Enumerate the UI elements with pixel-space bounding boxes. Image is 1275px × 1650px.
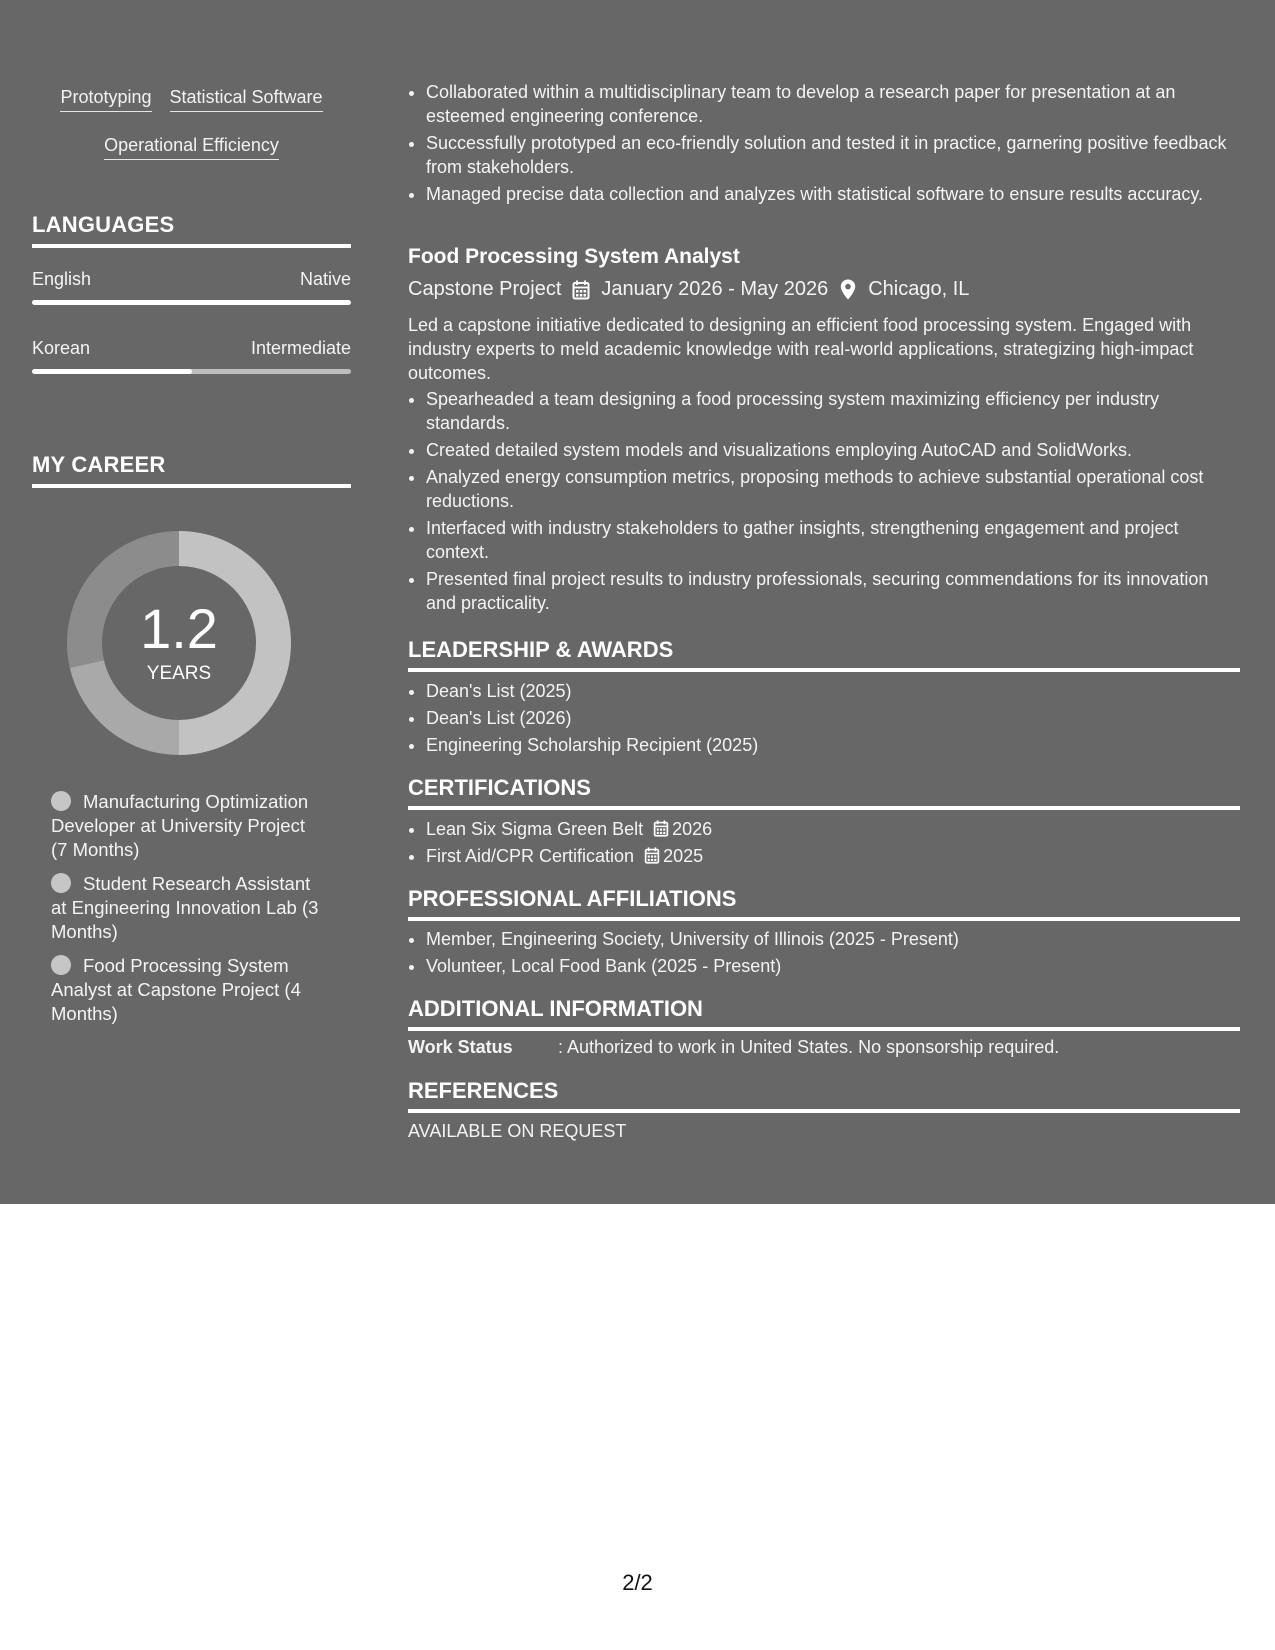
job-location: Chicago, IL xyxy=(868,278,970,300)
work-status-label: Work Status xyxy=(408,1037,513,1057)
list-item: • Managed precise data collection and analyzes with statistical software to ensure results accuracy. xyxy=(426,182,1240,206)
list-item: • First Aid/CPR Certification 2025 xyxy=(426,844,1240,868)
list-item: • Dean's List (2025) xyxy=(426,679,1240,703)
calendar-icon xyxy=(653,820,669,837)
job-company: Capstone Project xyxy=(408,278,562,300)
job-title: Food Processing System Analyst xyxy=(408,245,740,268)
career-years-unit: YEARS xyxy=(146,663,212,684)
leadership-list xyxy=(408,679,1240,760)
career-item: Manufacturing Optimization Developer at University Project (7 Months) xyxy=(51,791,309,860)
references-heading: REFERENCES xyxy=(408,1078,1240,1113)
career-donut-chart xyxy=(67,531,291,755)
skill-tag: Statistical Software xyxy=(170,86,323,112)
additional-info-heading: ADDITIONAL INFORMATION xyxy=(408,996,1240,1031)
page-number: 2/2 xyxy=(622,1570,653,1595)
work-status-value: : Authorized to work in United States. No sponsorship required. xyxy=(558,1037,1060,1057)
certifications-list xyxy=(408,817,1240,871)
affiliations-heading: PROFESSIONAL AFFILIATIONS xyxy=(408,886,1240,921)
list-item: • Volunteer, Local Food Bank (2025 - Present) xyxy=(426,954,1240,978)
bullet-dot-icon xyxy=(51,873,71,893)
languages-heading: LANGUAGES xyxy=(32,212,351,248)
career-years-number: 1.2 xyxy=(140,597,218,660)
language-name: English xyxy=(32,269,92,289)
work-status-row xyxy=(408,1037,1059,1058)
career-list xyxy=(51,790,326,1036)
list-item: • Created detailed system models and visualizations employing AutoCAD and SolidWorks. xyxy=(426,438,1240,462)
bullet-dot-icon xyxy=(51,955,71,975)
affiliations-list xyxy=(408,927,1240,981)
list-item: • Engineering Scholarship Recipient (2025) xyxy=(426,733,1240,757)
list-item: • Collaborated within a multidisciplinary team to develop a research paper for presentation at an esteemed engineering conference. xyxy=(426,80,1240,128)
language-level: Native xyxy=(299,269,351,289)
career-heading: MY CAREER xyxy=(32,452,351,488)
job-bullets xyxy=(408,387,1240,618)
skill-tag: Operational Efficiency xyxy=(104,134,279,160)
job-dates: January 2026 - May 2026 xyxy=(601,278,829,300)
previous-job-bullets xyxy=(408,80,1240,209)
skill-tag: Prototyping xyxy=(60,86,151,112)
career-item: Food Processing System Analyst at Capstone Project (4 Months) xyxy=(51,955,301,1024)
bullet-dot-icon xyxy=(51,791,71,811)
job-description: Led a capstone initiative dedicated to designing an efficient food processing system. Engaged with industry experts to meld academic knowledge with real-world applications, strategizing high-impact outcomes. xyxy=(408,315,1194,383)
skills-tags xyxy=(32,86,351,182)
references-text: AVAILABLE ON REQUEST xyxy=(408,1121,627,1141)
calendar-icon xyxy=(644,847,660,864)
language-row xyxy=(32,338,351,359)
list-item: • Analyzed energy consumption metrics, proposing methods to achieve substantial operational cost reductions. xyxy=(426,465,1240,513)
career-item: Student Research Assistant at Engineering Innovation Lab (3 Months) xyxy=(51,873,319,942)
language-level: Intermediate xyxy=(250,338,351,358)
leadership-heading: LEADERSHIP & AWARDS xyxy=(408,637,1240,672)
job-meta xyxy=(408,278,969,301)
language-proficiency-bar xyxy=(32,369,351,374)
list-item: • Interfaced with industry stakeholders to gather insights, strengthening engagement and project context. xyxy=(426,516,1240,564)
list-item: • Presented final project results to industry professionals, securing commendations for its innovation and practicality. xyxy=(426,567,1240,615)
list-item: • Successfully prototyped an eco-friendly solution and tested it in practice, garnering positive feedback from stakeholders. xyxy=(426,131,1240,179)
list-item: • Spearheaded a team designing a food processing system maximizing efficiency per industry standards. xyxy=(426,387,1240,435)
list-item: • Dean's List (2026) xyxy=(426,706,1240,730)
calendar-icon xyxy=(571,279,591,301)
certifications-heading: CERTIFICATIONS xyxy=(408,775,1240,810)
list-item: • Member, Engineering Society, University of Illinois (2025 - Present) xyxy=(426,927,1240,951)
location-pin-icon xyxy=(838,279,858,301)
language-row xyxy=(32,269,351,290)
language-proficiency-bar xyxy=(32,300,351,305)
list-item: • Lean Six Sigma Green Belt 2026 xyxy=(426,817,1240,841)
language-name: Korean xyxy=(32,338,91,358)
